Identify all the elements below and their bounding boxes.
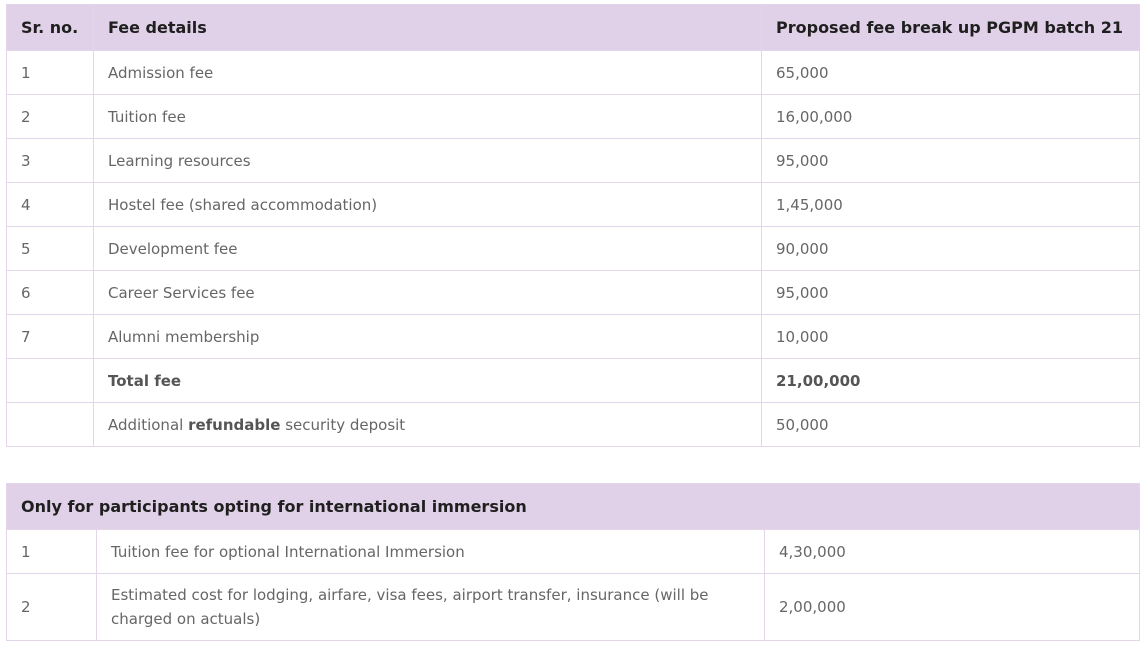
total-fee-label: Total fee: [94, 359, 762, 403]
row-fee-detail: Hostel fee (shared accommodation): [94, 183, 762, 227]
row-fee-detail: Learning resources: [94, 139, 762, 183]
table-row: [7, 227, 1140, 271]
row-sr-no: 1: [7, 51, 94, 95]
row-fee-detail: Career Services fee: [94, 271, 762, 315]
row-fee-amount: 16,00,000: [762, 95, 1140, 139]
table-row: [7, 271, 1140, 315]
row-sr-no: 4: [7, 183, 94, 227]
deposit-label-refundable: refundable: [188, 415, 281, 434]
row-sr-no: 2: [7, 95, 94, 139]
header-fee-details: Fee details: [94, 5, 762, 51]
header-proposed-fee: Proposed fee break up PGPM batch 21: [762, 5, 1140, 51]
row-fee-detail: Estimated cost for lodging, airfare, visa fees, airport transfer, insurance (will be charged on actuals): [97, 574, 765, 641]
immersion-table-title: Only for participants opting for international immersion: [7, 484, 1140, 530]
table-row: [7, 574, 1140, 641]
row-fee-detail: Development fee: [94, 227, 762, 271]
deposit-amount: 50,000: [762, 403, 1140, 447]
fee-breakup-table: [6, 4, 1140, 447]
row-fee-amount: 1,45,000: [762, 183, 1140, 227]
row-fee-detail: Tuition fee for optional International Immersion: [97, 530, 765, 574]
table-row: [7, 315, 1140, 359]
row-fee-amount: 65,000: [762, 51, 1140, 95]
row-sr-no: 5: [7, 227, 94, 271]
table-row: [7, 183, 1140, 227]
table-row: [7, 139, 1140, 183]
total-fee-amount: 21,00,000: [762, 359, 1140, 403]
total-sr-no-empty: [7, 359, 94, 403]
row-fee-amount: 10,000: [762, 315, 1140, 359]
row-fee-amount: 4,30,000: [765, 530, 1140, 574]
deposit-label-suffix: security deposit: [280, 415, 406, 434]
deposit-label: [94, 403, 762, 447]
immersion-table-header-row: [7, 484, 1140, 530]
row-sr-no: 6: [7, 271, 94, 315]
row-fee-detail: Tuition fee: [94, 95, 762, 139]
table-row: [7, 51, 1140, 95]
row-sr-no: 1: [7, 530, 97, 574]
row-fee-amount: 90,000: [762, 227, 1140, 271]
row-fee-amount: 2,00,000: [765, 574, 1140, 641]
row-sr-no: 7: [7, 315, 94, 359]
table-row: [7, 95, 1140, 139]
row-fee-amount: 95,000: [762, 271, 1140, 315]
row-sr-no: 3: [7, 139, 94, 183]
row-fee-detail: Alumni membership: [94, 315, 762, 359]
deposit-sr-no-empty: [7, 403, 94, 447]
fee-table-header-row: [7, 5, 1140, 51]
deposit-row: [7, 403, 1140, 447]
deposit-label-prefix: Additional: [108, 415, 189, 434]
row-fee-amount: 95,000: [762, 139, 1140, 183]
row-fee-detail: Admission fee: [94, 51, 762, 95]
international-immersion-table: [6, 483, 1140, 641]
total-row: [7, 359, 1140, 403]
header-sr-no: Sr. no.: [7, 5, 94, 51]
row-sr-no: 2: [7, 574, 97, 641]
table-row: [7, 530, 1140, 574]
